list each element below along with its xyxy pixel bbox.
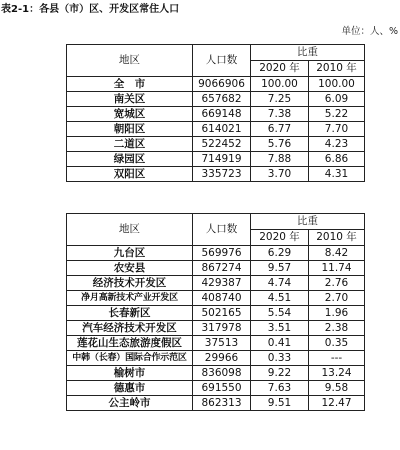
share-2010-cell: 1.96 <box>309 306 365 321</box>
region-cell: 德惠市 <box>67 381 193 396</box>
population-cell: 37513 <box>193 336 251 351</box>
region-cell: 公主岭市 <box>67 396 193 411</box>
table-row <box>67 336 365 351</box>
share-2020-cell: 7.88 <box>251 152 309 167</box>
table-row <box>67 321 365 336</box>
region-cell: 农安县 <box>67 261 193 276</box>
table-row <box>67 122 365 137</box>
population-cell: 867274 <box>193 261 251 276</box>
header-proportion: 比重 <box>251 214 365 230</box>
population-cell: 862313 <box>193 396 251 411</box>
table-title: 表2-1：各县（市）区、开发区常住人口 <box>1 4 180 15</box>
population-cell: 29966 <box>193 351 251 366</box>
population-table-2 <box>66 213 365 411</box>
share-2020-cell: 7.63 <box>251 381 309 396</box>
population-cell: 335723 <box>193 167 251 182</box>
share-2020-cell: 100.00 <box>251 77 309 92</box>
share-2020-cell: 5.54 <box>251 306 309 321</box>
header-region: 地区 <box>67 214 193 246</box>
region-cell: 中韩（长春）国际合作示范区 <box>67 351 193 366</box>
table-row <box>67 261 365 276</box>
region-cell: 净月高新技术产业开发区 <box>67 291 193 306</box>
table-row <box>67 92 365 107</box>
share-2020-cell: 7.25 <box>251 92 309 107</box>
table-row <box>67 366 365 381</box>
region-cell: 绿园区 <box>67 152 193 167</box>
population-cell: 408740 <box>193 291 251 306</box>
region-cell: 经济技术开发区 <box>67 276 193 291</box>
table-1-body <box>67 77 365 182</box>
share-2020-cell: 6.29 <box>251 246 309 261</box>
share-2010-cell: 0.35 <box>309 336 365 351</box>
share-2010-cell: 100.00 <box>309 77 365 92</box>
population-table-1 <box>66 44 365 182</box>
table-row <box>67 306 365 321</box>
share-2020-cell: 0.41 <box>251 336 309 351</box>
population-cell: 569976 <box>193 246 251 261</box>
table-row <box>67 246 365 261</box>
header-population: 人口数 <box>193 45 251 77</box>
share-2020-cell: 9.51 <box>251 396 309 411</box>
population-cell: 522452 <box>193 137 251 152</box>
share-2010-cell: 6.86 <box>309 152 365 167</box>
table-row <box>67 276 365 291</box>
region-cell: 汽车经济技术开发区 <box>67 321 193 336</box>
share-2010-cell: 11.74 <box>309 261 365 276</box>
share-2010-cell: --- <box>309 351 365 366</box>
share-2020-cell: 0.33 <box>251 351 309 366</box>
table-row <box>67 137 365 152</box>
table-row <box>67 152 365 167</box>
share-2010-cell: 9.58 <box>309 381 365 396</box>
table-row <box>67 77 365 92</box>
population-cell: 317978 <box>193 321 251 336</box>
share-2020-cell: 7.38 <box>251 107 309 122</box>
share-2010-cell: 2.38 <box>309 321 365 336</box>
share-2020-cell: 4.74 <box>251 276 309 291</box>
share-2010-cell: 12.47 <box>309 396 365 411</box>
table-row <box>67 351 365 366</box>
region-cell: 九台区 <box>67 246 193 261</box>
region-cell: 二道区 <box>67 137 193 152</box>
share-2010-cell: 4.23 <box>309 137 365 152</box>
share-2010-cell: 7.70 <box>309 122 365 137</box>
share-2010-cell: 5.22 <box>309 107 365 122</box>
table-row <box>67 291 365 306</box>
region-cell: 宽城区 <box>67 107 193 122</box>
header-region: 地区 <box>67 45 193 77</box>
table-row <box>67 381 365 396</box>
population-cell: 9066906 <box>193 77 251 92</box>
header-2010: 2010 年 <box>309 230 365 246</box>
share-2020-cell: 6.77 <box>251 122 309 137</box>
population-cell: 669148 <box>193 107 251 122</box>
region-cell: 长春新区 <box>67 306 193 321</box>
population-cell: 714919 <box>193 152 251 167</box>
header-2020: 2020 年 <box>251 230 309 246</box>
share-2010-cell: 2.76 <box>309 276 365 291</box>
share-2020-cell: 3.51 <box>251 321 309 336</box>
table-2-body <box>67 246 365 411</box>
share-2010-cell: 4.31 <box>309 167 365 182</box>
region-cell: 南关区 <box>67 92 193 107</box>
share-2010-cell: 8.42 <box>309 246 365 261</box>
share-2020-cell: 3.70 <box>251 167 309 182</box>
table-row <box>67 107 365 122</box>
region-cell: 全 市 <box>67 77 193 92</box>
table-row <box>67 167 365 182</box>
share-2010-cell: 2.70 <box>309 291 365 306</box>
share-2020-cell: 9.57 <box>251 261 309 276</box>
population-cell: 691550 <box>193 381 251 396</box>
share-2010-cell: 13.24 <box>309 366 365 381</box>
header-2010: 2010 年 <box>309 61 365 77</box>
share-2020-cell: 5.76 <box>251 137 309 152</box>
population-cell: 614021 <box>193 122 251 137</box>
population-cell: 836098 <box>193 366 251 381</box>
share-2020-cell: 9.22 <box>251 366 309 381</box>
region-cell: 榆树市 <box>67 366 193 381</box>
header-2020: 2020 年 <box>251 61 309 77</box>
share-2020-cell: 4.51 <box>251 291 309 306</box>
region-cell: 双阳区 <box>67 167 193 182</box>
header-population: 人口数 <box>193 214 251 246</box>
population-cell: 502165 <box>193 306 251 321</box>
table-row <box>67 396 365 411</box>
unit-label: 单位：人、% <box>341 26 398 37</box>
population-cell: 657682 <box>193 92 251 107</box>
region-cell: 朝阳区 <box>67 122 193 137</box>
share-2010-cell: 6.09 <box>309 92 365 107</box>
header-proportion: 比重 <box>251 45 365 61</box>
population-cell: 429387 <box>193 276 251 291</box>
region-cell: 莲花山生态旅游度假区 <box>67 336 193 351</box>
